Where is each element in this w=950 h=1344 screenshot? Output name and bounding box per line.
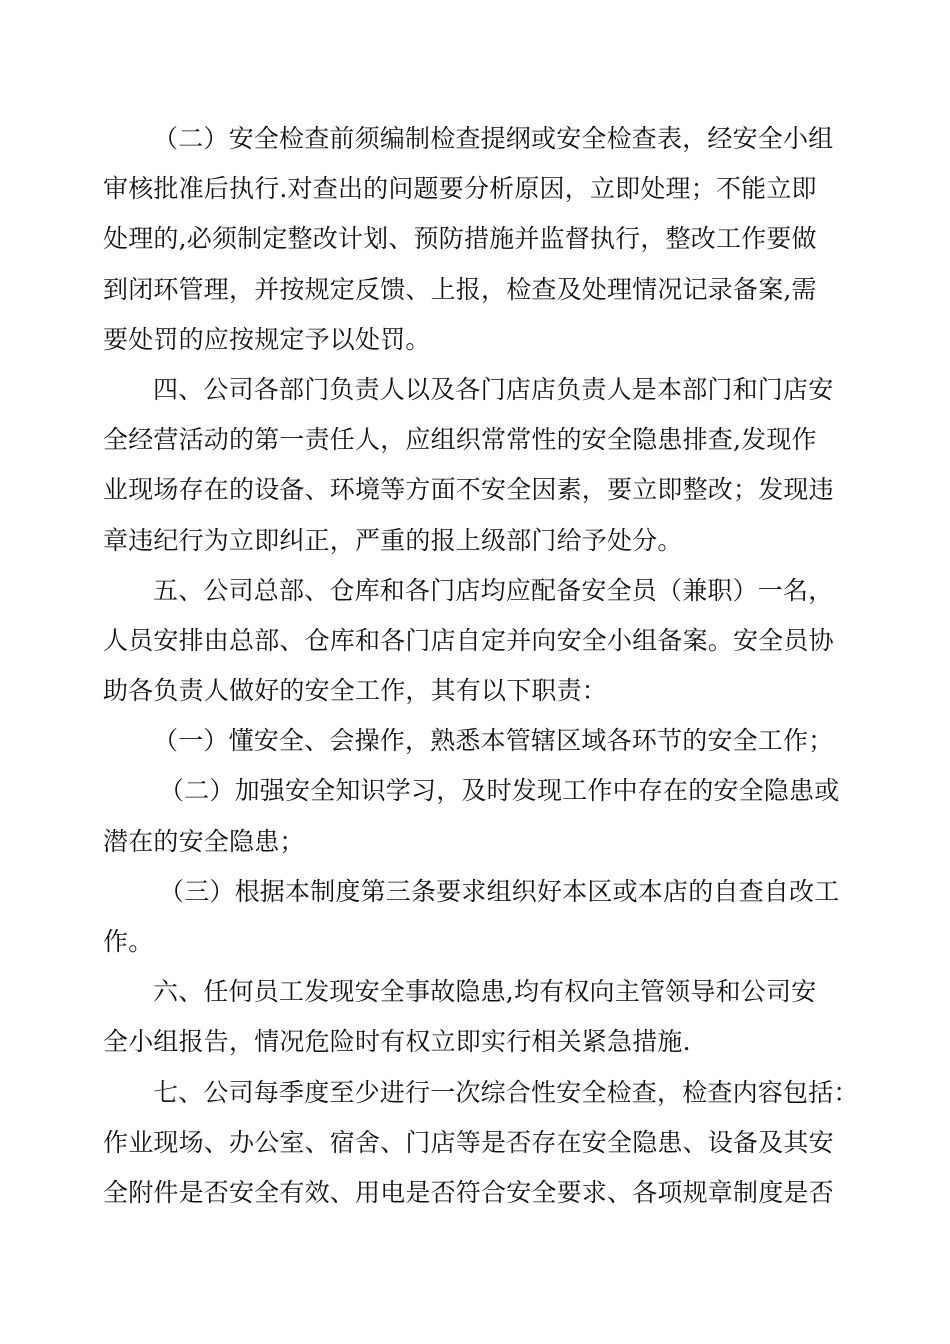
text-line: （一）懂安全、会操作，熟悉本管辖区域各环节的安全工作； bbox=[153, 726, 834, 756]
text-line: 四、公司各部门负责人以及各门店店负责人是本部门和门店安 bbox=[153, 374, 834, 404]
text-line: 全附件是否安全有效、用电是否符合安全要求、各项规章制度是否 bbox=[103, 1177, 834, 1207]
text-line: 章违纪行为立即纠正，严重的报上级部门给予处分。 bbox=[103, 525, 683, 555]
document-body bbox=[103, 114, 863, 1218]
text-line: 作。 bbox=[103, 927, 154, 956]
text-line: 七、公司每季度至少进行一次综合性安全检查，检查内容包括： bbox=[153, 1077, 859, 1107]
text-line: 审核批准后执行.对查出的问题要分析原因，立即处理；不能立即 bbox=[103, 174, 817, 204]
text-line: 五、公司总部、仓库和各门店均应配备安全员（兼职）一名， bbox=[153, 575, 834, 605]
text-line: （二）安全检查前须编制检查提纲或安全检查表，经安全小组 bbox=[153, 124, 834, 153]
text-line: 助各负责人做好的安全工作，其有以下职责： bbox=[103, 676, 608, 706]
text-line: 业现场存在的设备、环境等方面不安全因素，要立即整改；发现违 bbox=[103, 475, 834, 505]
text-line: 全小组报告，情况危险时有权立即实行相关紧急措施. bbox=[103, 1027, 691, 1057]
text-line: 六、任何员工发现安全事故隐患,均有权向主管领导和公司安 bbox=[153, 977, 817, 1007]
text-line: 要处罚的应按规定予以处罚。 bbox=[103, 324, 431, 354]
text-line: 全经营活动的第一责任人，应组织常常性的安全隐患排查,发现作 bbox=[103, 425, 817, 455]
text-line: 潜在的安全隐患； bbox=[103, 826, 305, 856]
text-line: 作业现场、办公室、宿舍、门店等是否存在安全隐患、设备及其安 bbox=[103, 1127, 834, 1157]
text-line: 到闭环管理，并按规定反馈、上报，检查及处理情况记录备案,需 bbox=[103, 274, 817, 304]
text-line: （二）加强安全知识学习，及时发现工作中存在的安全隐患或 bbox=[159, 776, 840, 806]
text-line: （三）根据本制度第三条要求组织好本区或本店的自查自改工 bbox=[159, 876, 840, 906]
text-line: 人员安排由总部、仓库和各门店自定并向安全小组备案。安全员协 bbox=[103, 625, 834, 655]
text-line: 处理的,必须制定整改计划、预防措施并监督执行，整改工作要做 bbox=[103, 224, 817, 254]
